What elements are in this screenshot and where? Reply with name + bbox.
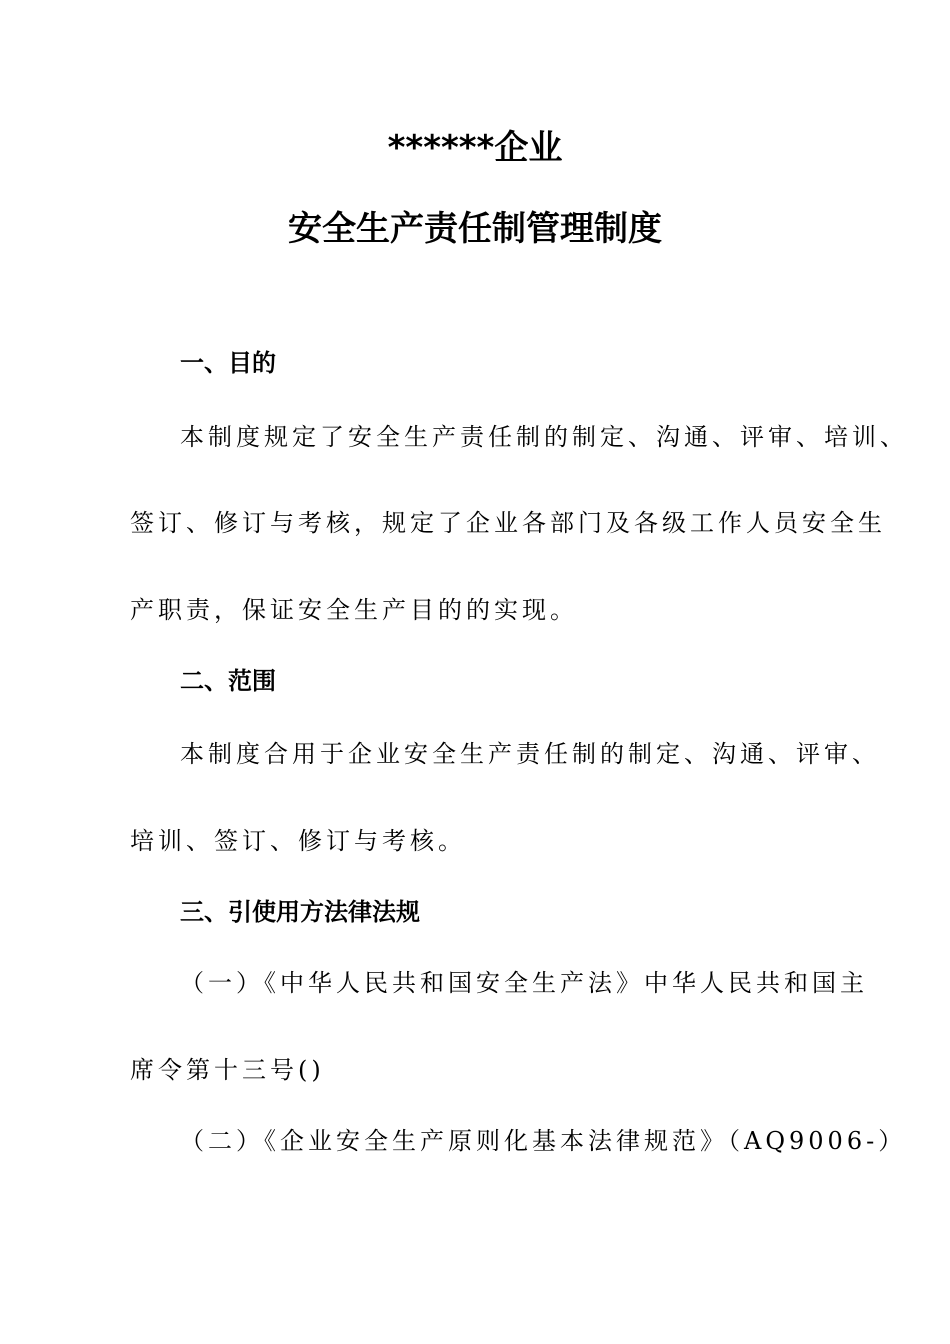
paragraph-line: 本制度合用于企业安全生产责任制的制定、沟通、评审、 — [180, 740, 880, 768]
section-heading-regulations: 三、引使用方法律法规 — [180, 898, 420, 926]
paragraph-line: 产职责，保证安全生产目的的实现。 — [130, 596, 578, 624]
section-heading-purpose: 一、目的 — [180, 349, 276, 377]
regulation-item: （一）《中华人民共和国安全生产法》中华人民共和国主 — [180, 969, 868, 997]
document-title-line-2: 安全生产责任制管理制度 — [288, 209, 662, 249]
regulation-item: （二）《企业安全生产原则化基本法律规范》（AQ9006-） — [180, 1127, 907, 1155]
regulation-item-continuation: 席令第十三号() — [130, 1056, 325, 1084]
paragraph-line: 签订、修订与考核，规定了企业各部门及各级工作人员安全生 — [130, 509, 886, 537]
paragraph-line: 培训、签订、修订与考核。 — [130, 827, 466, 855]
section-heading-scope: 二、范围 — [180, 667, 276, 695]
paragraph-line: 本制度规定了安全生产责任制的制定、沟通、评审、培训、 — [180, 423, 908, 451]
document-title-line-1: ******企业 — [387, 128, 563, 168]
